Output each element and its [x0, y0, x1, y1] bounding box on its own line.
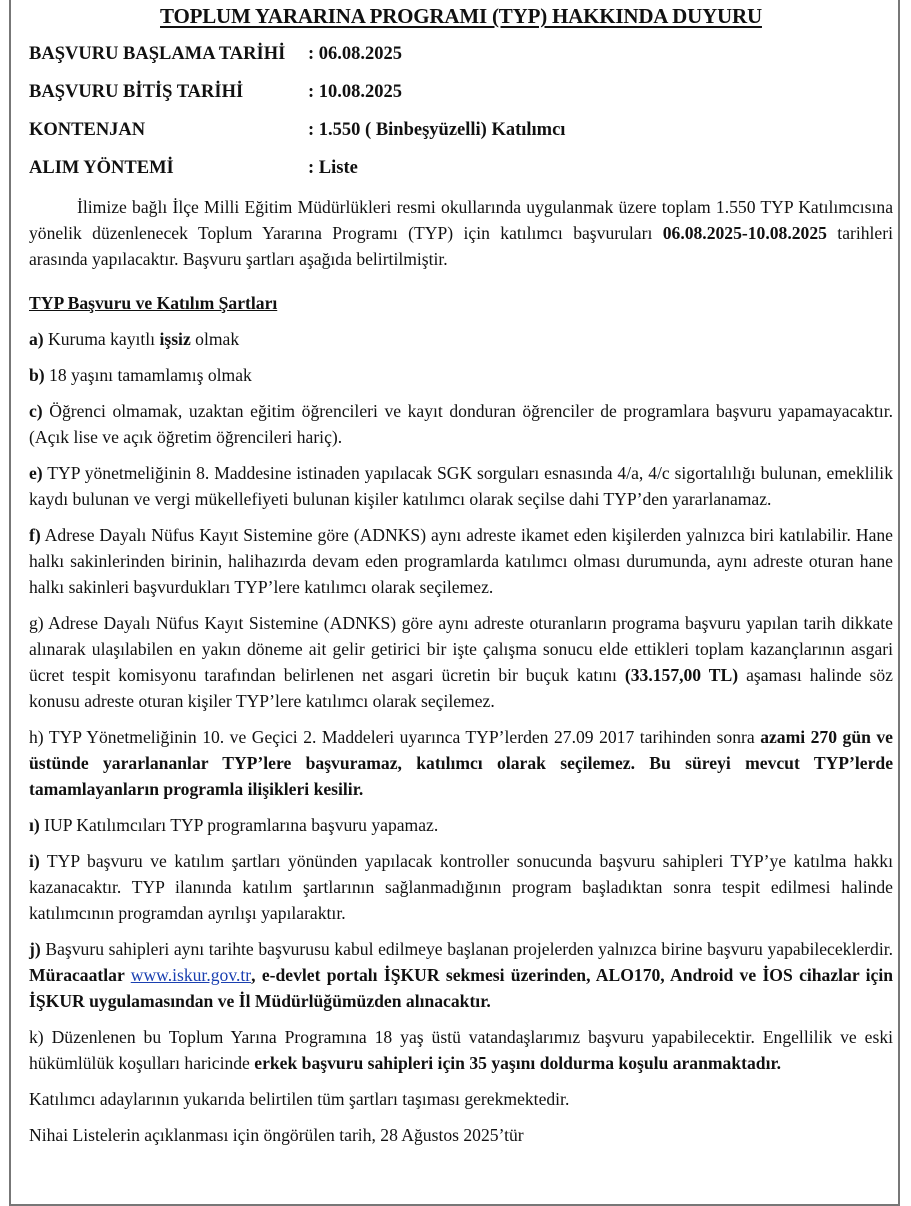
value: : Liste: [308, 158, 358, 178]
label: BAŞVURU BAŞLAMA TARİHİ: [29, 44, 286, 64]
intro-paragraph: [29, 194, 893, 272]
text: h) TYP Yönetmeliğinin 10. ve Geçici 2. Maddeleri uyarınca TYP’lerden 27.09 2017 tarihinden sonra: [29, 727, 761, 747]
header-row-start-date: [29, 42, 893, 80]
iskur-link[interactable]: www.iskur.gov.tr: [130, 965, 252, 985]
condition-item: [29, 362, 893, 388]
bold-text: erkek başvuru sahipleri için 35 yaşını doldurma koşulu aranmaktadır.: [254, 1053, 782, 1073]
bold-text: 06.08.2025-10.08.2025: [662, 223, 827, 243]
label: KONTENJAN: [29, 120, 146, 140]
text: Adrese Dayalı Nüfus Kayıt Sistemine göre (ADNKS) aynı adreste ikamet eden kişilerden yalnızca biri katılabilir. Hane halkı sakinlerinden birinin, halihazırda devam eden programlarda katılımcı olması durumunda, aynı adreste oturan hane halkı sakinleri başvurdukları TYP’lere katılımcı olarak seçilemez.: [29, 525, 893, 597]
text: IUP Katılımcıları TYP programlarına başvuru yapamaz.: [39, 815, 439, 835]
bold-text: a): [29, 329, 44, 349]
text: g) Adrese Dayalı Nüfus Kayıt Sistemine (ADNKS) göre aynı adreste oturanların programa başvuru yapılan tarih dikkate alınarak ulaşılabilen en yakın döneme ait gelir getirici bir işte çalışma sonucu elde ettikleri toplam kazançlarının asgari ücret tespit komisyonu tarafından belirlenen net asgari ücretin bir buçuk katını: [29, 613, 893, 685]
text: aşaması halinde söz konusu adreste oturan kişiler TYP’lere katılımcı olarak seçilemez.: [29, 665, 893, 711]
condition-item: [29, 936, 893, 1014]
condition-item: [29, 326, 893, 352]
bold-text: Müracaatlar: [29, 965, 131, 985]
text: Öğrenci olmamak, uzaktan eğitim öğrencileri ve kayıt donduran öğrenciler de programlara başvuru yapamayacaktır. (Açık lise ve açık öğretim öğrencileri hariç).: [29, 401, 893, 447]
text: 18 yaşını tamamlamış olmak: [44, 365, 252, 385]
text: TYP başvuru ve katılım şartları yönünden yapılacak kontroller sonucunda başvuru sahipleri TYP’ye katılma hakkı kazanacaktır. TYP ilanında katılım şartlarının sağlanmadığının program başladıktan sonra tespit edilmesi halinde katılımcının programdan ayrılışı yapılaraktır.: [29, 851, 893, 923]
condition-item: [29, 610, 893, 714]
label: ALIM YÖNTEMİ: [29, 158, 174, 178]
bold-text: azami 270 gün ve üstünde yararlananlar TYP’lere başvuramaz, katılımcı olarak seçilemez. Bu süreyi mevcut TYP’lerde tamamlayanların programla ilişikleri kesilir.: [29, 727, 893, 799]
bold-text: j): [29, 939, 41, 959]
condition-item: [29, 848, 893, 926]
header-row-end-date: [29, 80, 893, 118]
bold-text: işsiz: [159, 329, 191, 349]
bold-text: c): [29, 401, 43, 421]
bold-text: e): [29, 463, 43, 483]
text: olmak: [190, 329, 240, 349]
value: : 06.08.2025: [308, 44, 403, 64]
bold-text: b): [29, 365, 45, 385]
section-heading: TYP Başvuru ve Katılım Şartları: [29, 293, 278, 313]
condition-item: [29, 398, 893, 450]
header-row-quota: [29, 118, 893, 156]
header-info: [29, 42, 893, 194]
bold-text: f): [29, 525, 41, 545]
value: : 10.08.2025: [308, 82, 403, 102]
text: tarihleri arasında yapılacaktır. Başvuru şartları aşağıda belirtilmiştir.: [29, 223, 893, 269]
condition-item: [29, 812, 893, 838]
text: Başvuru sahipleri aynı tarihte başvurusu kabul edilmeye başlanan projelerden yalnızca birine başvuru yapabileceklerdir.: [40, 939, 893, 959]
closing-note: Katılımcı adaylarının yukarıda belirtilen tüm şartları taşıması gerekmektedir.: [29, 1089, 570, 1109]
bold-text: ı): [29, 815, 40, 835]
condition-item: [29, 1024, 893, 1076]
page-title: TOPLUM YARARINA PROGRAMI (TYP) HAKKINDA DUYURU: [160, 4, 762, 28]
text: TYP yönetmeliğinin 8. Maddesine istinaden yapılacak SGK sorguları esnasında 4/a, 4/c sigortalılığı bulunan, emeklilik kaydı bulunan ve vergi mükellefiyeti bulunan kişiler katılımcı olarak seçilse dahi TYP’den yararlanamaz.: [29, 463, 893, 509]
bold-text: , e-devlet portalı İŞKUR sekmesi üzerinden, ALO170, Android ve İOS cihazlar için İŞKUR uygulamasından ve İl Müdürlüğümüzden alınacaktır.: [29, 965, 893, 1011]
announcement-document: [29, 4, 893, 1158]
header-row-method: [29, 156, 893, 194]
bold-text: i): [29, 851, 40, 871]
condition-item: [29, 460, 893, 512]
condition-item: [29, 724, 893, 802]
label: BAŞVURU BİTİŞ TARİHİ: [29, 82, 244, 102]
conditions-list: [29, 326, 893, 1076]
value: : 1.550 ( Binbeşyüzelli) Katılımcı: [308, 120, 566, 140]
condition-item: [29, 522, 893, 600]
bold-text: (33.157,00 TL): [624, 665, 739, 685]
text: k) Düzenlenen bu Toplum Yarına Programına 18 yaş üstü vatandaşlarımız başvuru yapabilecektir. Engellilik ve eski hükümlülük koşulları haricinde: [29, 1027, 893, 1073]
text: İlimize bağlı İlçe Milli Eğitim Müdürlükleri resmi okullarında uygulanmak üzere toplam 1.550 TYP Katılımcısına yönelik düzenlenecek Toplum Yararına Programı (TYP) için katılımcı başvuruları: [29, 197, 893, 243]
text: Kuruma kayıtlı: [43, 329, 160, 349]
final-list-date-note: Nihai Listelerin açıklanması için öngörülen tarih, 28 Ağustos 2025’tür: [29, 1125, 524, 1145]
